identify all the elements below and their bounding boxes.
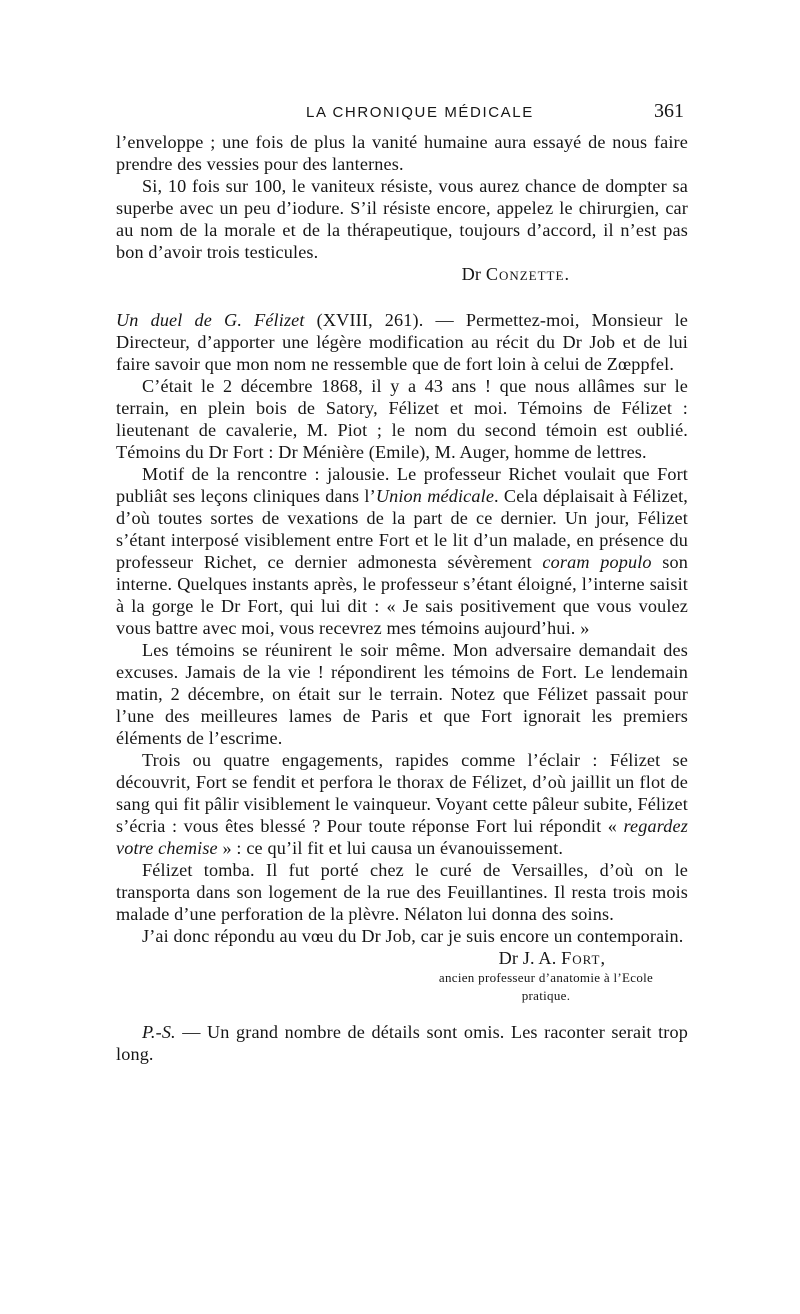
- paragraph: Félizet tomba. Il fut porté chez le curé de Versailles, d’où on le transporta dans son logement de la rue des Feuillantines. Il resta trois mois malade d’une perforation de la plèvre. Nélaton lui donna des soins.: [116, 860, 688, 924]
- running-header: [116, 100, 688, 128]
- signature-credential: ancien professeur d’anatomie à l’Ecole pratique.: [438, 970, 654, 1003]
- document-page: [116, 0, 688, 1314]
- quoted-reply: regardez votre chemise: [116, 816, 688, 858]
- paragraph: Si, 10 fois sur 100, le vaniteux résiste, vous aurez chance de dompter sa superbe avec un peu d’iodure. S’il résiste encore, appelez le chirurgien, car au nom de la morale et de la thérapeutique, toujours d’accord, il n’est pas bon d’avoir trois testicules.: [116, 176, 688, 262]
- signature-name: Conzette.: [485, 264, 570, 284]
- paragraph: J’ai donc répondu au vœu du Dr Job, car je suis encore un contemporain.: [142, 926, 684, 946]
- page-number: 361: [654, 100, 684, 122]
- postscript-label: P.-S.: [142, 1022, 176, 1042]
- article-body: [116, 131, 688, 1065]
- paragraph-text: Trois ou quatre engagements, rapides comme l’éclair : Félizet se découvrit, Fort se fendit et perfora le thorax de Félizet, d’où jaillit un flot de sang qui fit pâlir visiblement le vainqueur. Voyant cette pâleur subite, Félizet s’écria : vous êtes blessé ? Pour toute réponse Fort lui répondit «: [116, 750, 688, 836]
- latin-phrase: coram populo: [542, 552, 652, 572]
- section-spacing: [116, 285, 688, 309]
- paragraph-text: son interne. Quelques instants après, le professeur s’étant éloigné, l’interne saisit à la gorge le Dr Fort, qui lui dit : « Je sais positivement que vous voulez vous battre avec moi, vous recevrez mes témoins aujourd’hui. »: [116, 552, 689, 638]
- paragraph: [116, 749, 688, 859]
- postscript-text: — Un grand nombre de détails sont omis. Les raconter serait trop long.: [116, 1022, 688, 1064]
- continued-paragraph: l’enveloppe ; une fois de plus la vanité humaine aura essayé de nous faire prendre des vessies pour des lanternes.: [116, 132, 688, 174]
- paragraph-text: . Cela déplaisait à Félizet, d’où toutes sortes de vexations de la part de ce dernier. Un jour, Félizet s’étant interposé visiblement entre Fort et le lit d’un malade, en présence du professeur Richet, ce dernier admonesta sévèrement: [116, 486, 688, 572]
- paragraph: C’était le 2 décembre 1868, il y a 43 ans ! que nous allâmes sur le terrain, en plein bois de Satory, Félizet et moi. Témoins de Félizet : lieutenant de cavalerie, M. Piot ; le nom du second témoin est oublié. Témoins du Dr Fort : Dr Ménière (Emile), M. Auger, homme de lettres.: [116, 376, 688, 462]
- paragraph: Les témoins se réunirent le soir même. Mon adversaire demandait des excuses. Jamais de la vie ! répondirent les témoins de Fort. Le lendemain matin, 2 décembre, on était sur le terrain. Notez que Félizet passait pour l’une des meilleures lames de Paris et que Fort ignorait les premiers éléments de l’escrime.: [116, 640, 688, 748]
- letter-title: Un duel de G. Félizet: [116, 310, 305, 330]
- section-spacing: [116, 1005, 688, 1021]
- letter-reference: (XVIII, 261). — Permettez-moi, Monsieur le Directeur, d’apporter une légère modification au récit du Dr Job et de lui faire savoir que mon nom ne ressemble que de fort loin à celui de Zœppfel.: [116, 310, 689, 374]
- paragraph-text: Motif de la rencontre : jalousie. Le professeur Richet voulait que Fort publiât ses leçons cliniques dans l’: [116, 464, 688, 506]
- publication-title: Union médicale: [375, 486, 495, 506]
- signature-conzette: [116, 263, 688, 285]
- signature-name: Fort,: [561, 948, 606, 968]
- signature-title: Dr: [461, 264, 482, 284]
- paragraph-text: » : ce qu’il fit et lui causa un évanouissement.: [217, 838, 564, 858]
- letter-opening: [116, 309, 688, 375]
- postscript: [116, 1021, 688, 1065]
- journal-title: LA CHRONIQUE MÉDICALE: [306, 104, 534, 121]
- paragraph: [116, 463, 688, 639]
- signature-fort: [116, 947, 688, 969]
- signature-title: Dr J. A.: [498, 948, 557, 968]
